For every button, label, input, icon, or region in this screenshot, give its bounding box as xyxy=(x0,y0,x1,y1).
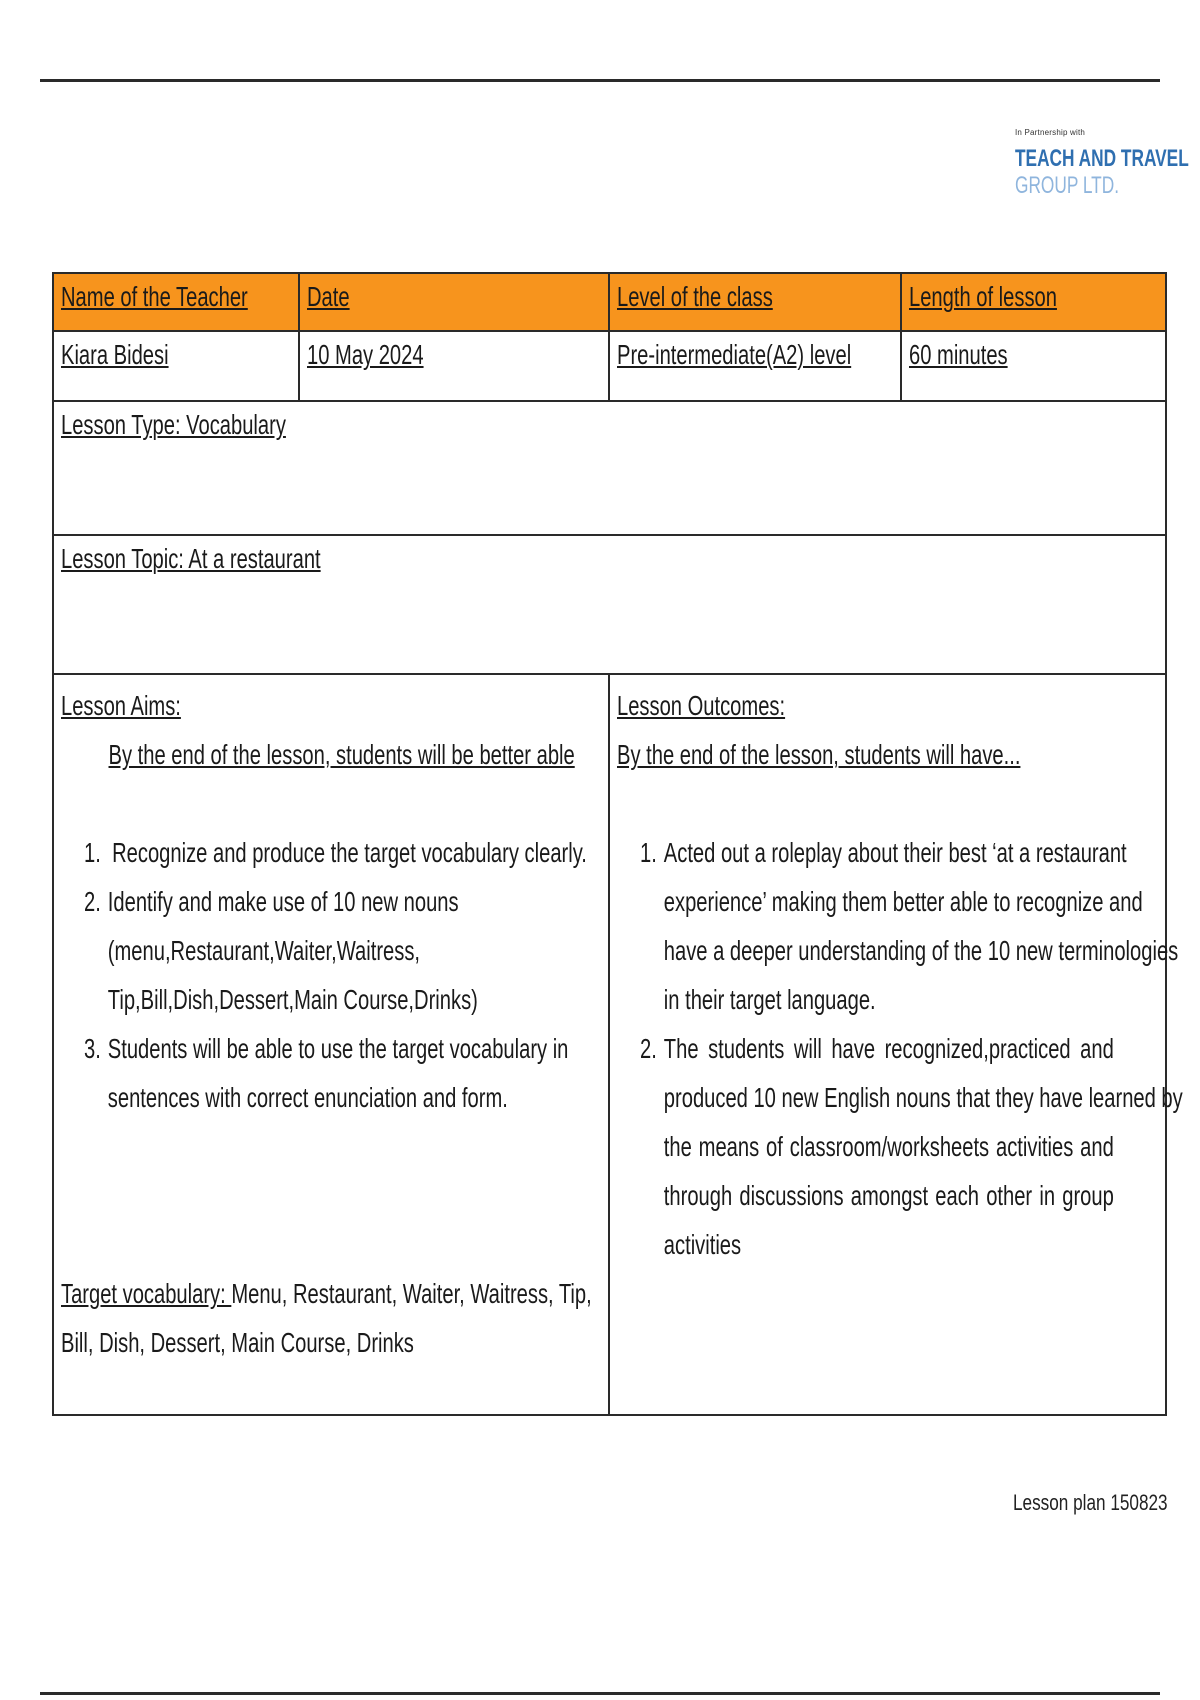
outcomes-line-4: in their target language. xyxy=(663,984,876,1015)
lesson-outcomes-cell xyxy=(609,674,1183,1415)
aims-number-1: 1. xyxy=(84,837,101,868)
partner-tagline: In Partnership with xyxy=(1015,128,1086,137)
aims-number-2: 2. xyxy=(84,886,101,917)
outcomes-line-1: Acted out a roleplay about their best ‘at a restaurant xyxy=(663,837,1127,868)
target-vocabulary-label: Target vocabulary: xyxy=(61,1278,232,1309)
target-vocabulary-line2: Bill, Dish, Dessert, Main Course, Drinks xyxy=(61,1327,414,1358)
teacher-value: Kiara Bidesi xyxy=(53,331,299,401)
outcomes-number-2: 2. xyxy=(640,1033,657,1064)
partner-brand-line1: TEACH AND TRAVEL xyxy=(1015,145,1189,172)
aims-item-2c: Tip,Bill,Dish,Dessert,Main Course,Drinks) xyxy=(107,984,478,1015)
aims-intro: By the end of the lesson, students will be better able xyxy=(108,739,575,770)
outcomes-line-9: activities xyxy=(663,1229,742,1260)
aims-item-1: Recognize and produce the target vocabulary clearly. xyxy=(112,837,587,868)
footer-label: Lesson plan 150823 xyxy=(1013,1490,1168,1515)
outcomes-line-5: The students will have recognized,practiced and xyxy=(663,1033,1114,1064)
lesson-plan-table xyxy=(52,272,1183,1416)
length-value: 60 minutes xyxy=(901,331,1166,401)
lesson-type-cell: Lesson Type: Vocabulary xyxy=(53,401,1166,535)
aims-item-2b: (menu,Restaurant,Waiter,Waitress, xyxy=(107,935,421,966)
outcomes-line-7: the means of classroom/worksheets activities and xyxy=(663,1131,1114,1162)
value-row xyxy=(53,331,1166,401)
date-value: 10 May 2024 xyxy=(299,331,609,401)
lesson-aims-cell xyxy=(53,674,609,1415)
header-row xyxy=(53,273,1166,331)
level-value: Pre-intermediate(A2) level xyxy=(609,331,901,401)
aims-outcomes-row xyxy=(53,674,1166,1415)
header-teacher: Name of the Teacher xyxy=(53,273,299,331)
outcomes-line-2: experience’ making them better able to recognize and xyxy=(663,886,1143,917)
lesson-topic-cell: Lesson Topic: At a restaurant xyxy=(53,535,1166,674)
outcomes-heading: Lesson Outcomes: xyxy=(617,690,786,721)
partner-logo xyxy=(1015,128,1189,199)
top-rule xyxy=(40,79,1160,82)
aims-item-3b: sentences with correct enunciation and form. xyxy=(107,1082,508,1113)
outcomes-line-8: through discussions amongst each other in group xyxy=(663,1180,1114,1211)
header-date: Date xyxy=(299,273,609,331)
outcomes-line-6: produced 10 new English nouns that they have learned by xyxy=(663,1082,1183,1113)
lesson-topic-row xyxy=(53,535,1166,674)
lesson-type-row xyxy=(53,401,1166,535)
partner-brand-line2: GROUP LTD. xyxy=(1015,172,1120,199)
aims-item-3: Students will be able to use the target vocabulary in xyxy=(107,1033,569,1064)
outcomes-line-3: have a deeper understanding of the 10 new terminologies xyxy=(663,935,1179,966)
target-vocabulary-line1 xyxy=(61,1269,592,1318)
aims-number-3: 3. xyxy=(84,1033,101,1064)
outcomes-intro: By the end of the lesson, students will have... xyxy=(617,739,1021,770)
header-level: Level of the class xyxy=(609,273,901,331)
target-vocabulary-values: Menu, Restaurant, Waiter, Waitress, Tip, xyxy=(231,1278,592,1309)
aims-item-2: Identify and make use of 10 new nouns xyxy=(107,886,459,917)
outcomes-number-1: 1. xyxy=(640,837,657,868)
bottom-rule xyxy=(40,1692,1160,1695)
aims-heading: Lesson Aims: xyxy=(61,690,181,721)
header-length: Length of lesson xyxy=(901,273,1166,331)
